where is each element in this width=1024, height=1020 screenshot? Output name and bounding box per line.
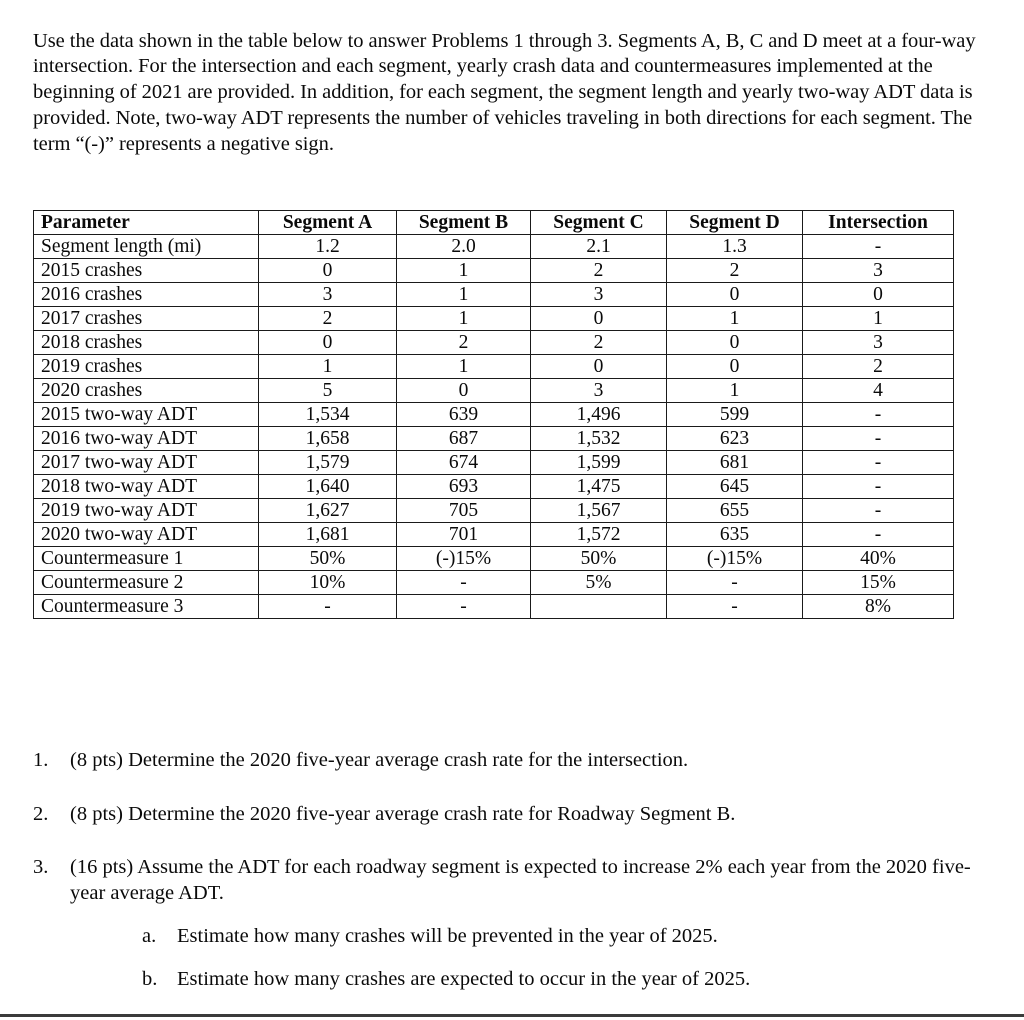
table-cell: 1,496 xyxy=(531,403,667,427)
table-cell: - xyxy=(397,571,531,595)
table-cell: - xyxy=(667,571,803,595)
question-number: 2. xyxy=(33,802,49,825)
table-row xyxy=(34,595,954,619)
question-item xyxy=(33,802,995,828)
table-row xyxy=(34,427,954,451)
table-cell: 0 xyxy=(397,379,531,403)
table-body xyxy=(34,235,954,619)
crash-data-table-container xyxy=(33,210,953,619)
table-cell: - xyxy=(803,427,954,451)
table-cell: - xyxy=(667,595,803,619)
sub-question-text: Estimate how many crashes will be prevented in the year of 2025. xyxy=(177,925,718,947)
row-label: 2016 two-way ADT xyxy=(34,427,259,451)
table-cell: 5 xyxy=(259,379,397,403)
table-row xyxy=(34,523,954,547)
table-cell: 8% xyxy=(803,595,954,619)
table-cell: 3 xyxy=(803,331,954,355)
row-label: 2018 two-way ADT xyxy=(34,475,259,499)
column-header-intersection: Intersection xyxy=(803,211,954,235)
table-cell: 1,627 xyxy=(259,499,397,523)
table-cell: 1 xyxy=(667,379,803,403)
intro-paragraph: Use the data shown in the table below to answer Problems 1 through 3. Segments A, B, C and D meet at a four-way intersection. For the intersection and each segment, yearly crash data and countermeasures implemented at the beginning of 2021 are provided. In addition, for each segment, the segment length and yearly two-way ADT data is provided. Note, two-way ADT represents the number of vehicles traveling in both directions for each segment. The term “(-)” represents a negative sign. xyxy=(33,29,976,155)
footer-divider xyxy=(0,1014,1024,1017)
table-cell: - xyxy=(803,235,954,259)
table-cell: 0 xyxy=(259,259,397,283)
row-label: 2015 two-way ADT xyxy=(34,403,259,427)
table-cell: 639 xyxy=(397,403,531,427)
table-cell: 635 xyxy=(667,523,803,547)
table-cell: 655 xyxy=(667,499,803,523)
table-cell: 2 xyxy=(259,307,397,331)
row-label: Countermeasure 1 xyxy=(34,547,259,571)
table-cell: 3 xyxy=(803,259,954,283)
table-cell: - xyxy=(397,595,531,619)
sub-question-text: Estimate how many crashes are expected to occur in the year of 2025. xyxy=(177,967,751,990)
row-label: 2020 crashes xyxy=(34,379,259,403)
table-cell: - xyxy=(803,475,954,499)
table-cell: - xyxy=(803,451,954,475)
table-cell: - xyxy=(259,595,397,619)
row-label: 2017 two-way ADT xyxy=(34,451,259,475)
table-cell: 50% xyxy=(531,547,667,571)
table-cell: - xyxy=(803,523,954,547)
table-cell: 15% xyxy=(803,571,954,595)
table-cell: 0 xyxy=(667,331,803,355)
row-label: Countermeasure 2 xyxy=(34,571,259,595)
table-cell: 1 xyxy=(259,355,397,379)
table-cell: 1,567 xyxy=(531,499,667,523)
table-cell: 1,579 xyxy=(259,451,397,475)
table-cell: 1,681 xyxy=(259,523,397,547)
table-cell: 1,572 xyxy=(531,523,667,547)
table-row xyxy=(34,379,954,403)
table-cell: 50% xyxy=(259,547,397,571)
sub-question-item xyxy=(142,924,995,950)
table-cell: 599 xyxy=(667,403,803,427)
question-number: 3. xyxy=(33,856,49,878)
table-cell: 2 xyxy=(667,259,803,283)
table-cell: - xyxy=(803,499,954,523)
table-row xyxy=(34,307,954,331)
column-header-segment-d: Segment D xyxy=(667,211,803,235)
sub-question-list xyxy=(70,924,995,992)
table-row xyxy=(34,259,954,283)
table-row xyxy=(34,451,954,475)
table-cell: 0 xyxy=(667,283,803,307)
table-cell: 681 xyxy=(667,451,803,475)
table-cell: 1,640 xyxy=(259,475,397,499)
table-cell: 693 xyxy=(397,475,531,499)
table-cell: 1 xyxy=(803,307,954,331)
row-label: 2018 crashes xyxy=(34,331,259,355)
question-item xyxy=(33,748,995,774)
row-label: Countermeasure 3 xyxy=(34,595,259,619)
table-cell: 2.0 xyxy=(397,235,531,259)
row-label: 2020 two-way ADT xyxy=(34,523,259,547)
table-cell: 2 xyxy=(803,355,954,379)
table-cell: 1 xyxy=(667,307,803,331)
table-row xyxy=(34,283,954,307)
column-header-segment-c: Segment C xyxy=(531,211,667,235)
table-cell: 1,534 xyxy=(259,403,397,427)
table-cell: 1 xyxy=(397,355,531,379)
question-text: (8 pts) Determine the 2020 five-year average crash rate for Roadway Segment B. xyxy=(70,802,736,825)
table-cell: 0 xyxy=(803,283,954,307)
row-label: 2019 crashes xyxy=(34,355,259,379)
table-cell: 0 xyxy=(531,355,667,379)
sub-question-letter: b. xyxy=(142,967,158,990)
table-cell: 3 xyxy=(259,283,397,307)
table-cell: 687 xyxy=(397,427,531,451)
table-cell: 3 xyxy=(531,379,667,403)
question-text: (16 pts) Assume the ADT for each roadway segment is expected to increase 2% each year from the 2020 five-year average ADT. xyxy=(70,856,971,904)
table-cell: 0 xyxy=(667,355,803,379)
sub-question-letter: a. xyxy=(142,925,157,947)
table-cell: (-)15% xyxy=(397,547,531,571)
table-cell: 1,658 xyxy=(259,427,397,451)
table-cell: 10% xyxy=(259,571,397,595)
table-cell: 1,532 xyxy=(531,427,667,451)
table-cell: 623 xyxy=(667,427,803,451)
table-cell: 2.1 xyxy=(531,235,667,259)
table-header-row xyxy=(34,211,954,235)
table-cell: 0 xyxy=(531,307,667,331)
table-cell: 1.2 xyxy=(259,235,397,259)
row-label: 2017 crashes xyxy=(34,307,259,331)
table-cell: 1 xyxy=(397,283,531,307)
table-cell: 5% xyxy=(531,571,667,595)
column-header-segment-b: Segment B xyxy=(397,211,531,235)
table-row xyxy=(34,571,954,595)
table-cell: 1,475 xyxy=(531,475,667,499)
table-row xyxy=(34,547,954,571)
table-cell: 40% xyxy=(803,547,954,571)
table-row xyxy=(34,355,954,379)
column-header-segment-a: Segment A xyxy=(259,211,397,235)
row-label: Segment length (mi) xyxy=(34,235,259,259)
row-label: 2016 crashes xyxy=(34,283,259,307)
table-row xyxy=(34,475,954,499)
table-cell: 645 xyxy=(667,475,803,499)
table-cell: - xyxy=(803,403,954,427)
crash-data-table xyxy=(33,210,954,619)
table-cell: 1.3 xyxy=(667,235,803,259)
table-cell: 3 xyxy=(531,283,667,307)
table-cell: 1 xyxy=(397,259,531,283)
table-cell: 2 xyxy=(531,331,667,355)
row-label: 2015 crashes xyxy=(34,259,259,283)
table-row xyxy=(34,403,954,427)
table-cell: 1 xyxy=(397,307,531,331)
table-cell: 4 xyxy=(803,379,954,403)
table-cell: 705 xyxy=(397,499,531,523)
question-item xyxy=(33,855,995,992)
table-row xyxy=(34,499,954,523)
column-header-parameter: Parameter xyxy=(34,211,259,235)
table-row xyxy=(34,331,954,355)
table-cell: 0 xyxy=(259,331,397,355)
row-label: 2019 two-way ADT xyxy=(34,499,259,523)
questions-list xyxy=(33,748,995,1009)
question-text: (8 pts) Determine the 2020 five-year average crash rate for the intersection. xyxy=(70,749,689,771)
table-cell: (-)15% xyxy=(667,547,803,571)
table-cell: 2 xyxy=(531,259,667,283)
table-cell: 674 xyxy=(397,451,531,475)
table-cell xyxy=(531,595,667,619)
table-cell: 1,599 xyxy=(531,451,667,475)
sub-question-item xyxy=(142,967,995,993)
question-number: 1. xyxy=(33,749,49,771)
table-cell: 2 xyxy=(397,331,531,355)
table-cell: 701 xyxy=(397,523,531,547)
table-row xyxy=(34,235,954,259)
